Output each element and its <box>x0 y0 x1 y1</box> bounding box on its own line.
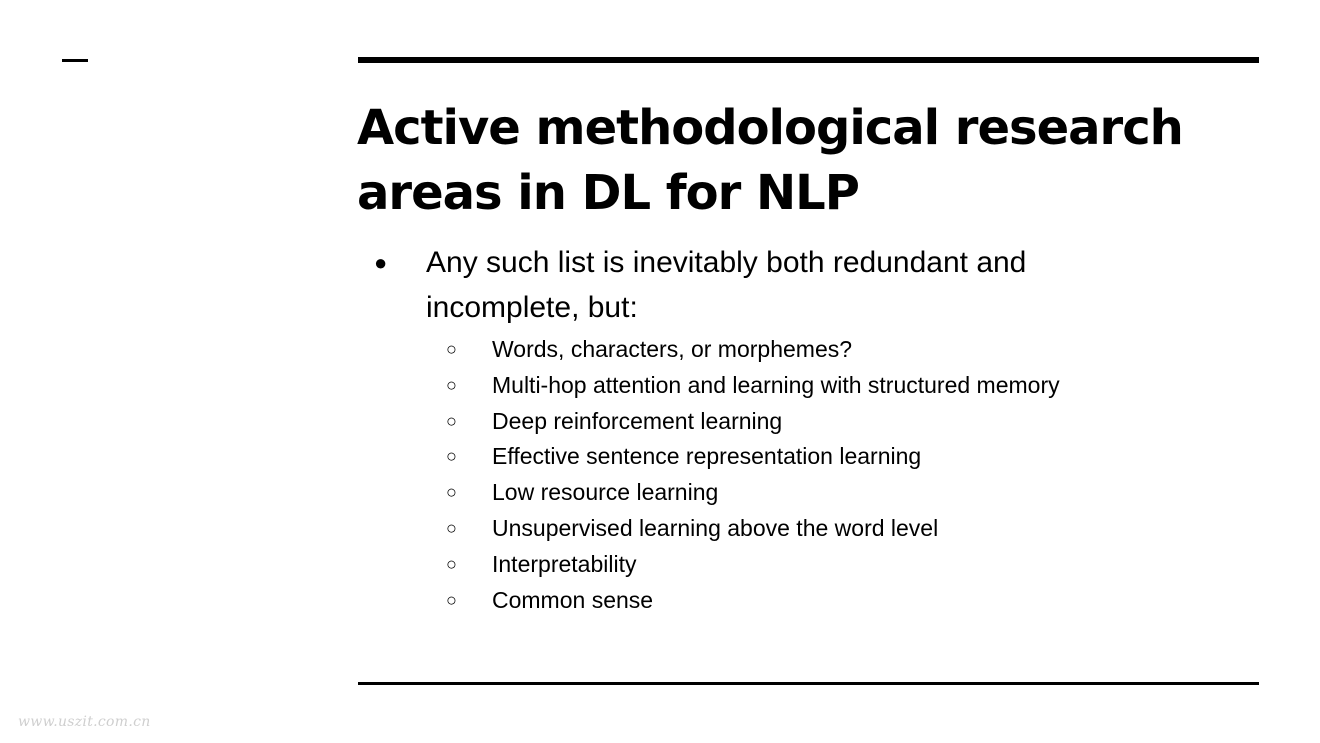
top-rule <box>358 57 1259 63</box>
slide-body <box>358 240 1258 618</box>
sub-bullet-item: ○ Low resource learning <box>358 475 1258 511</box>
hollow-circle-icon: ○ <box>446 482 457 503</box>
sub-bullet-item: ○ Effective sentence representation learning <box>358 439 1258 475</box>
sub-bullet-item: ○ Unsupervised learning above the word level <box>358 511 1258 547</box>
hollow-circle-icon: ○ <box>446 410 457 431</box>
sub-bullet-item: ○ Multi-hop attention and learning with structured memory <box>358 368 1258 404</box>
corner-accent-dash <box>62 59 88 62</box>
sub-bullet-item: ○ Deep reinforcement learning <box>358 404 1258 440</box>
main-bullet <box>358 240 1166 330</box>
hollow-circle-icon: ○ <box>446 374 457 395</box>
watermark-text: www.uszit.com.cn <box>18 714 151 730</box>
bullet-dot-icon: ● <box>374 250 388 275</box>
hollow-circle-icon: ○ <box>446 553 457 574</box>
sub-bullet-item: ○ Words, characters, or morphemes? <box>358 332 1258 368</box>
hollow-circle-icon: ○ <box>446 517 457 538</box>
hollow-circle-icon: ○ <box>446 339 457 359</box>
sub-bullet-item: ○ Common sense <box>358 583 1258 619</box>
slide-title: Active methodological research areas in DL for NLP <box>357 100 1183 221</box>
bottom-rule <box>358 682 1259 685</box>
sub-bullet-item: ○ Interpretability <box>358 547 1258 583</box>
hollow-circle-icon: ○ <box>446 446 457 467</box>
sub-bullet-list <box>358 332 1258 618</box>
main-bullet-text: Any such list is inevitably both redundant and incomplete, but: <box>426 246 1027 324</box>
hollow-circle-icon: ○ <box>446 589 457 610</box>
